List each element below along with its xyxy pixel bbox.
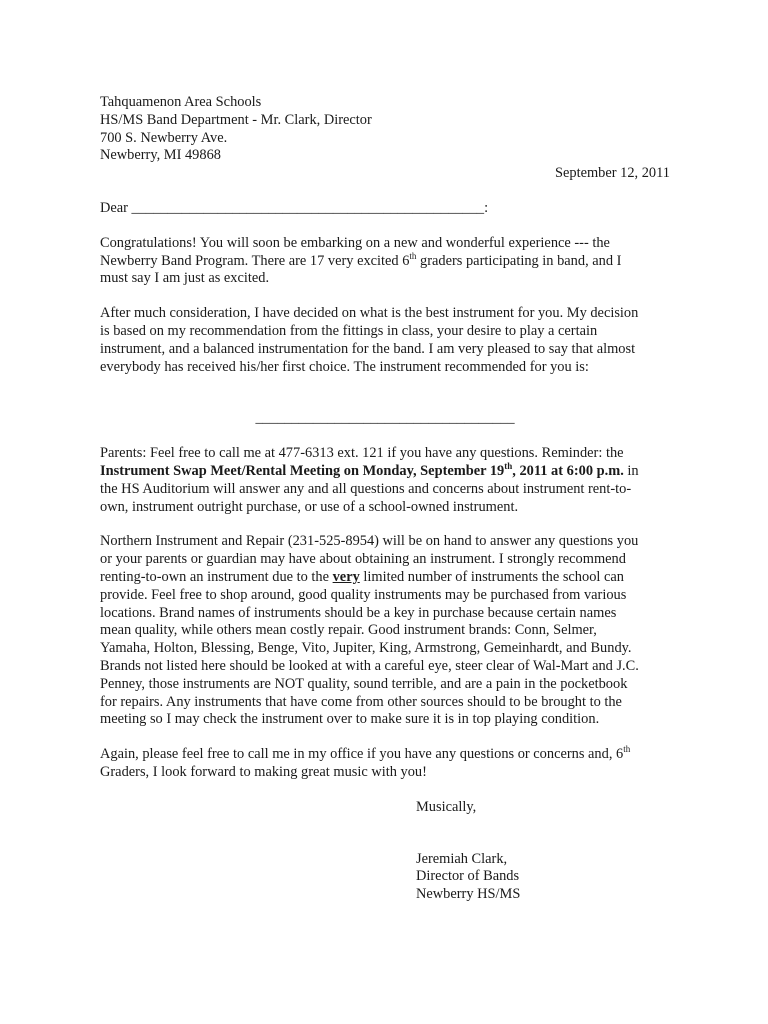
letterhead	[100, 94, 670, 183]
text-line: meeting so I may check the instrument over to make sure it is in top playing condition.	[100, 711, 600, 728]
signature-block	[416, 851, 670, 904]
text-line: Parents: Feel free to call me at 477-6313 ext. 121 if you have any questions. Reminder: the	[100, 445, 624, 462]
text-line: for repairs. Any instruments that have come from other sources should to be brought to the	[100, 693, 622, 710]
department-name: HS/MS Band Department - Mr. Clark, Director	[100, 111, 372, 128]
text-line: Yamaha, Holton, Blessing, Benge, Vito, Jupiter, King, Armstrong, Gemeinhardt, and Bundy.	[100, 640, 632, 657]
paragraph-decision	[100, 305, 670, 376]
meeting-title: Instrument Swap Meet/Rental Meeting on Monday, September 19	[100, 462, 505, 479]
text-span: graders participating in band, and I	[416, 252, 622, 269]
salutation	[100, 200, 670, 218]
text-line: Graders, I look forward to making great music with you!	[100, 763, 427, 780]
text-span: Newberry Band Program. There are 17 very excited 6	[100, 252, 410, 269]
signer-name: Jeremiah Clark,	[416, 850, 508, 867]
signer-school: Newberry HS/MS	[416, 886, 521, 903]
text-line	[100, 569, 670, 587]
paragraph-closing-remarks	[100, 746, 670, 782]
text-line: mean quality, while others mean costly repair. Good instrument brands: Conn, Selmer,	[100, 622, 597, 639]
text-line: the HS Auditorium will answer any and all questions and concerns about instrument rent-to-	[100, 480, 632, 497]
text-span: in	[623, 462, 639, 479]
letter-date: September 12, 2011	[555, 165, 670, 182]
text-span: renting-to-own an instrument due to the	[100, 568, 333, 585]
superscript: th	[409, 250, 417, 261]
text-span: limited number of instruments the school can	[359, 568, 624, 585]
text-line: instrument, and a balanced instrumentation for the band. I am very pleased to say that almost	[100, 340, 636, 357]
meeting-time: , 2011 at 6:00 p.m.	[512, 462, 624, 479]
letter	[100, 94, 670, 904]
closing	[416, 799, 670, 817]
paragraph-parents	[100, 445, 670, 516]
text-line: everybody has received his/her first choice. The instrument recommended for you is:	[100, 358, 589, 375]
text-line: provide. Feel free to shop around, good quality instruments may be purchased from various	[100, 586, 627, 603]
text-line: Northern Instrument and Repair (231-525-8954) will be on hand to answer any questions you	[100, 533, 639, 550]
superscript: th	[623, 744, 631, 755]
text-line	[100, 460, 670, 481]
text-line: locations. Brand names of instruments should be a key in purchase because certain names	[100, 604, 617, 621]
paragraph-congratulations	[100, 235, 670, 288]
text-line: is based on my recommendation from the fittings in class, your desire to play a certain	[100, 322, 598, 339]
text-line: must say I am just as excited.	[100, 270, 270, 287]
text-line: or your parents or guardian may have about obtaining an instrument. I strongly recommend	[100, 551, 626, 568]
school-name: Tahquamenon Area Schools	[100, 94, 262, 110]
salutation-line: Dear _________________________________________________:	[100, 199, 489, 216]
paragraph-northern-instrument	[100, 533, 670, 729]
street-address: 700 S. Newberry Ave.	[100, 129, 228, 146]
instrument-blank-line: ____________________________________	[255, 410, 515, 427]
text-line: Congratulations! You will soon be embarking on a new and wonderful experience --- the	[100, 234, 610, 251]
text-line: After much consideration, I have decided on what is the best instrument for you. My decision	[100, 305, 639, 322]
text-span: Again, please feel free to call me in my office if you have any questions or concerns and, 6	[100, 746, 624, 763]
city-state-zip: Newberry, MI 49868	[100, 147, 221, 164]
signer-title: Director of Bands	[416, 868, 520, 885]
text-line	[100, 746, 670, 764]
text-line: own, instrument outright purchase, or use of a school-owned instrument.	[100, 498, 519, 515]
text-line: Brands not listed here should be looked at with a careful eye, steer clear of Wal-Mart and J.C.	[100, 657, 639, 674]
text-line	[100, 250, 670, 271]
emphasis-very: very	[332, 568, 360, 585]
text-line: Penney, those instruments are NOT quality, sound terrible, and are a pain in the pocketbook	[100, 675, 628, 692]
closing-word: Musically,	[416, 798, 477, 815]
superscript: th	[504, 460, 513, 471]
